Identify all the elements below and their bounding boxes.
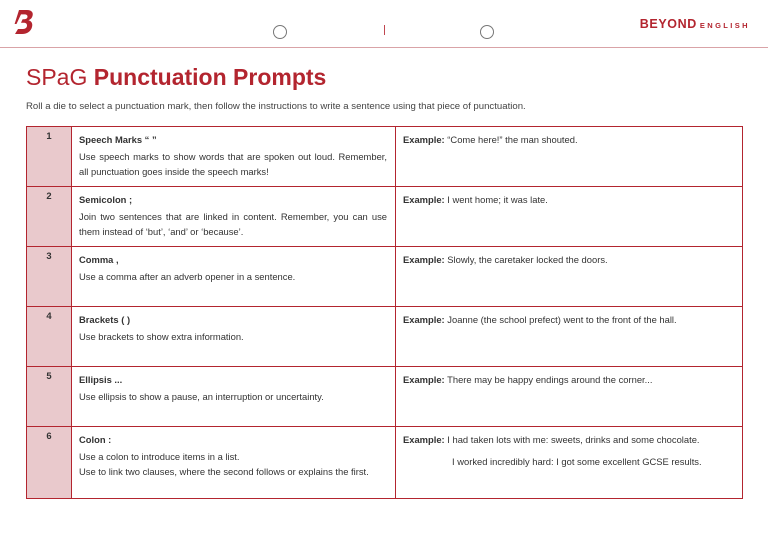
brand-sub: ENGLISH (699, 21, 750, 30)
example-text: “Come here!” the man shouted. (447, 134, 578, 145)
instruction-cell (72, 427, 396, 499)
instruction-text: Use brackets to show extra information. (79, 330, 244, 342)
brand-wordmark (640, 15, 750, 33)
example-line (403, 312, 734, 328)
example-cell (396, 247, 743, 307)
table-row (27, 247, 743, 307)
example-text: I had taken lots with me: sweets, drinks and some chocolate. (447, 434, 700, 445)
beyond-logo-icon (14, 9, 36, 35)
brand-main: BEYOND (639, 17, 697, 31)
example-label: Example: (403, 374, 445, 385)
row-number: 5 (27, 367, 72, 427)
example-line (403, 372, 734, 388)
instruction-cell (72, 367, 396, 427)
example-line (403, 192, 734, 208)
row-number: 2 (27, 187, 72, 247)
example-label: Example: (403, 194, 445, 205)
example-cell (396, 367, 743, 427)
row-number: 6 (27, 427, 72, 499)
table-row (27, 127, 743, 187)
example-label: Example: (403, 434, 445, 445)
example-cell (396, 427, 743, 499)
example-cell (396, 187, 743, 247)
table-row (27, 427, 743, 499)
example-label: Example: (403, 134, 445, 145)
row-number: 1 (27, 127, 72, 187)
example-text: Slowly, the caretaker locked the doors. (447, 254, 608, 265)
table-row (27, 367, 743, 427)
intro-text: Roll a die to select a punctuation mark, then follow the instructions to write a sentence using that piece of punctuation. (26, 101, 526, 112)
instruction-cell (72, 127, 396, 187)
punctuation-name: Semicolon ; (79, 194, 133, 205)
punctuation-name: Speech Marks “ ” (79, 134, 157, 145)
example-line (403, 252, 734, 268)
instruction-text: Use speech marks to show words that are spoken out loud. Remember, all punctuation goes inside the speech marks! (79, 150, 387, 177)
punctuation-name: Ellipsis ... (79, 374, 123, 385)
instruction-text: Use a comma after an adverb opener in a sentence. (79, 270, 296, 282)
binder-hole-right (480, 25, 494, 39)
title-prefix: SPaG (26, 64, 88, 90)
instruction-cell (72, 307, 396, 367)
example-text: Joanne (the school prefect) went to the front of the hall. (447, 314, 677, 325)
table-row (27, 187, 743, 247)
example-text: I went home; it was late. (447, 194, 548, 205)
punctuation-name: Brackets ( ) (79, 314, 131, 325)
table-row (27, 307, 743, 367)
row-number: 4 (27, 307, 72, 367)
instruction-text: Join two sentences that are linked in content. Remember, you can use them instead of ‘but’, ‘and’ or ‘because’. (79, 210, 387, 237)
fold-mark (384, 25, 385, 35)
example-text: There may be happy endings around the corner... (447, 374, 653, 385)
example-line (403, 454, 734, 470)
punctuation-name: Comma , (79, 254, 119, 265)
row-number: 3 (27, 247, 72, 307)
example-line (403, 432, 734, 448)
instruction-text: Use ellipsis to show a pause, an interruption or uncertainty. (79, 390, 324, 402)
title-main: Punctuation Prompts (93, 64, 327, 90)
header-divider (0, 47, 768, 48)
instruction-cell (72, 247, 396, 307)
example-text: I worked incredibly hard: I got some excellent GCSE results. (452, 455, 702, 467)
instruction-text: Use to link two clauses, where the second follows or explains the first. (79, 466, 369, 477)
instruction-cell (72, 187, 396, 247)
example-label: Example: (403, 314, 445, 325)
example-cell (396, 127, 743, 187)
punctuation-name: Colon : (79, 434, 112, 445)
instruction-text: Use a colon to introduce items in a list. (79, 450, 240, 462)
example-label: Example: (403, 254, 445, 265)
example-line (403, 132, 734, 148)
prompts-table (26, 126, 743, 499)
example-cell (396, 307, 743, 367)
page-title (26, 64, 326, 91)
binder-hole-left (273, 25, 287, 39)
prompts-table-body (27, 127, 743, 499)
